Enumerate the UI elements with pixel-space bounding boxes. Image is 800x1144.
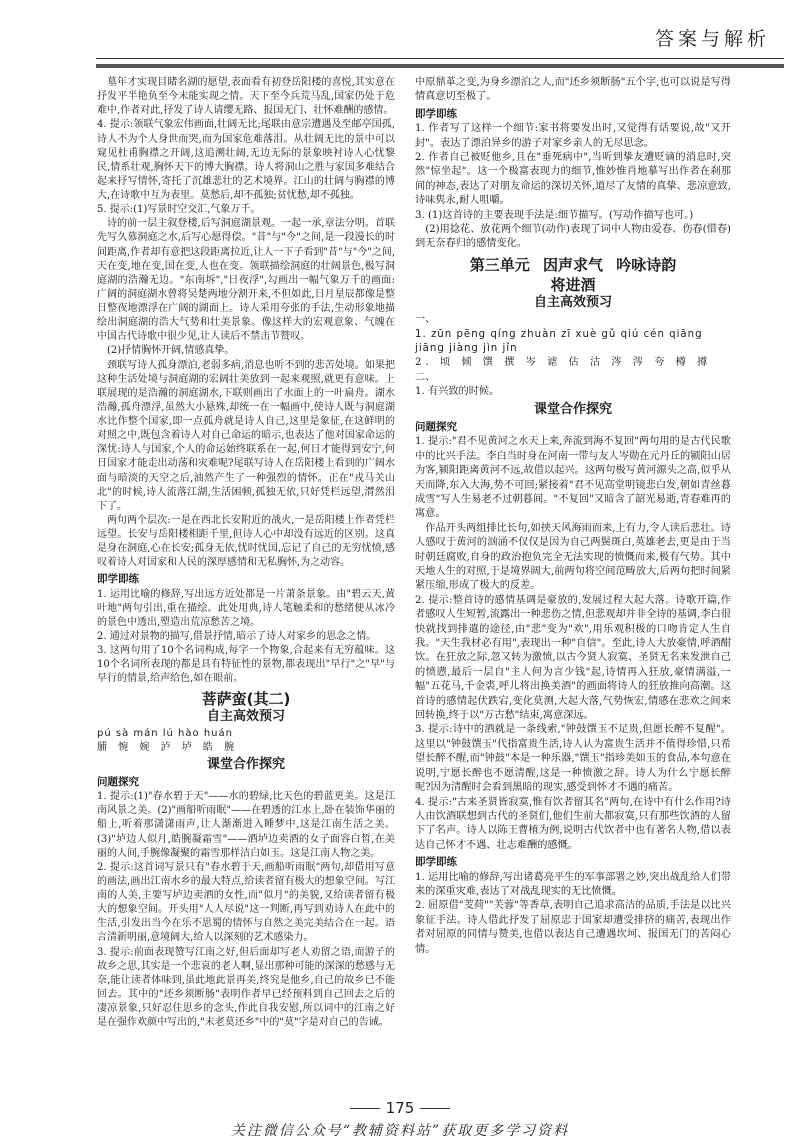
paragraph: 1. 有兴致的时候。: [415, 386, 500, 398]
section-heading: 即学即练: [415, 856, 457, 869]
page-header: [0, 0, 800, 60]
poem-title: 将进酒: [550, 276, 596, 295]
paragraph: 4. 提示:领联气象宏伟画面,壮阔无比;尾联由意宗遭遇及至邮亭国孤,诗人不为个人身世而哭,而为国家危难落泪。从壮阔无比的景中可以窥见杜甫胸襟之开阔,这追溯壮阔,无边无际的景象映衬诗人心忧黎民,情系壮观,胸怀天下的博大胸襟。诗人将洞山之胜与家国多难结合起来抒写情怀,寄托了沉雄悲壮的艺术境界。江山的壮阔与胸襟的博大,在诗歌中互为表里。莫愁后,却不孤独;贫忧愁,却不孤独。: [97, 119, 395, 201]
page-number-text: 175: [385, 1099, 415, 1117]
paragraph: 1. 运用比喻的修辞,写出诸葛亮平生的军事部署之妙,突出战乱给人们带来的深重灾难,表达了对战乱现实的无比愤慨。: [415, 871, 731, 897]
paragraph: 2. 屈原借"芰荷""芙蓉"等香草,表明自己追求高洁的品质,手法是以比兴象征手法。诗人借此抒发了屈原忠于国家却遭受排挤的痛苦,表现出作者对屈原的同情与赞美,也借以表达自己遭遇坎坷、报国无门的苦闷心情。: [415, 900, 731, 955]
section-heading: 问题探究: [97, 776, 139, 788]
paragraph: 1. 提示:(1)"春水碧于天"——水的碧绿,比天色的碧蓝更美。这是江南风景之美。(2)"画船听雨眠"——在碧透的江水上,卧在装饰华丽的船上,听着那潇潇雨声,让人渐渐进入睡梦中,这是江南生活之美。(3)"垆边人似月,皓腕凝霜雪"——酒垆边卖酒的女子面容白皙,在美丽的人间,手腕像凝聚的霜雪那样洁白如玉。这是江南人物之美。: [97, 791, 395, 859]
chars-line: 脯 惋 婉 泸 垆 皓 腕: [97, 741, 239, 753]
paragraph: 3. (1)这首诗的主要表现手法是:细节描写。(写动作描写也可。): [415, 209, 694, 221]
paragraph: 3. 提示:前面表现赞写江南之好,但后面却写老人劝留之语,而游子的故乡之思,其实是一个悲哀的老人啊,显出那种可能的深深的愁感与无奈,能让读者体味到,虽此地此景再美,终究是他乡,自己的故乡已不能回去。其中的"还乡须断肠"表明作者早已经预料到自己回去之后的凄凉景象,只好忍住思乡的念头,作此自我安慰,所以词中的江南之好是在强作欢颜中写出的,"未老莫还乡"中的"莫"字是对自己的告诫。: [97, 946, 395, 1029]
pinyin-line: 1. zūn pēng qíng zhuàn zī xuè gǔ qiú cén qiāng: [415, 328, 703, 340]
header-bar: [96, 64, 784, 68]
section-title: 课堂合作探究: [533, 401, 612, 417]
numbered-marker: 二、: [415, 371, 436, 383]
paragraph: 两句两个层次:一是在西北长安附近的战火,一是岳阳楼上作者凭栏远望。长安与岳阳楼相距千里,但诗人心中却没有远近的区别。这真是身在洞庭,心在长安;孤身无依,忧时忧国,忘记了自己的无穷忧愤,感叹着诗人对国家和人民的深厚感情和无私胸怀,为之动容。: [97, 514, 395, 569]
header-label: 答案与解析: [654, 28, 770, 50]
page-number: [0, 1099, 800, 1117]
paragraph: 2. 作者自己被贬他乡,且在"垂死病中",当听到挚友遭贬谪的消息时,突然"惊坐起"。这一个极富表现力的细节,惟妙惟肖地摹写出作者在刹那间的神态,表达了对朋友命运的深切关怀,道尽了友情的真挚、悲凉意致,诗味隽永,耐人咀嚼。: [415, 152, 731, 207]
section-title: 课堂合作探究: [206, 756, 285, 772]
paragraph: (2)抒情胸怀开阔,情感真挚。: [107, 345, 235, 357]
section-title: 自主高效预习: [533, 294, 612, 310]
unit-title: 第三单元 因声求气 吟咏诗韵: [469, 255, 677, 274]
page-number-rule: [350, 1108, 380, 1109]
paragraph: 2. 通过对景物的描写,借景抒情,暗示了诗人对家乡的思念之情。: [97, 630, 377, 642]
paragraph: 中原鼎革之变,为身乡漂泊之人,而"还乡须断肠"五个字,也可以说是写得情真意切至极了。: [415, 77, 731, 103]
page-number-rule: [420, 1108, 450, 1109]
paragraph: 1. 运用比喻的修辞,写出远方近处都是一片萧条景象。由"碧云天,黄叶地"两句引出,重在描绘。此处用典,诗人笔触柔和的愁绪便从冰冷的景色中透出,塑造出荒凉愁苦之境。: [97, 588, 395, 628]
left-column: [97, 76, 395, 1030]
paragraph: (2)用捻花、放花两个细节(动作)表现了词中人物由爱春、伤春(惜春)到无奈春归的感情变化。: [415, 224, 731, 250]
paragraph: 1. 作者写了这样一个细节:家书将要发出时,又觉得有话要说,故"又开封"。表达了漂泊异乡的游子对家乡亲人的无尽思念。: [415, 123, 731, 149]
section-title: 自主高效预习: [206, 708, 285, 724]
numbered-marker: 一、: [415, 314, 436, 326]
paragraph: 2. 提示:整首诗的感情基调是豪放的,发展过程大起大落。诗歌开篇,作者感叹人生短暂,流露出一种悲伤之情,但悲观却并非全诗的基调,李白很快就找到排遣的途径,由"悲"变为"欢",用乐观积极的口吻肯定人生自我。"天生我材必有用",表现出一种"自信"。至此,诗人大放豪情,呼酒酣饮。在狂放之际,忽又转为激愤,以古今贤人寂寞、圣贤无名来发泄自己的愤懑,最后一层自"主人何为言少钱"起,诗情再入狂放,豪情满溢,一幅"五花马,千金裘,呼儿将出换美酒"的画面将诗人的狂放推向高潮。这首诗的感情起伏跌宕,变化莫测,大起大落,气势恢宏,情感在悲欢之间来回转换,终于以"万古愁"结束,寓意深远。: [415, 594, 731, 722]
section-heading: 问题探究: [415, 420, 457, 433]
paragraph: 作品开头两组排比长句,如挟天风海雨而来,上有力,令人读后悲壮。诗人感叹于黄河的汹涌不仅仅是因为自己两鬓斑白,英雄老去,更是由于当时朝廷腐败,自身的政治抱负完全无法实现的愤慨而来,极有气势。其中天地人生的对照,于是境界阔大,前两句将空间范畴放大,后两句把时间紧紧压缩,形成了极大的反差。: [415, 522, 731, 592]
pinyin-line: pú sà mán lú hào huán: [97, 727, 233, 739]
paragraph: 3. 这两句用了10个名词构成,每字一个物象,合起来有无穷蕴味。这10个名词所表现的都是具有特征性的景物,都表现出"早行"之"早"与早行的情景,给声给色,如在眼前。: [97, 645, 395, 685]
paragraph: 3. 提示:诗中的酒就是一条线索,"钟鼓馔玉不足贵,但愿长醉不复醒"。这里以"钟鼓馔玉"代指富贵生活,诗人认为富贵生活并不值得珍惜,只希望长醉不醒,而"钟鼓"本是一种乐器,"馔玉"指珍美如玉的食品,本句意在说明,宁愿长醉也不愿清醒,这是一种愤激之辞。诗人为什么宁愿长醉呢?因为清醒时会看到黑暗的现实,感受到怀才不遇的痛苦。: [415, 724, 731, 794]
paragraph: 1. 提示:"君不见黄河之水天上来,奔流到海不复回"两句用的是古代民歌中的比兴手法。李白当时身在河南一带与友人岑勋在元丹丘的颍阳山居为客,颍阳距离黄河不远,故借以起兴。这两句极写黄河源头之高,似乎从天而降,东入大海,势不可回;紧接着"君不见高堂明镜悲白发,朝如青丝暮成雪"写人生易老不过朝暮间。"不复回"又暗含了韶光易逝,青春难再的寓意。: [415, 436, 731, 520]
poem-title: 菩萨蛮(其二): [201, 690, 291, 709]
paragraph: 5. 提示:(1)写景时空交汇,气象万千。: [97, 204, 261, 216]
section-heading: 即学即练: [97, 573, 139, 586]
paragraph: 4. 提示:"古来圣贤皆寂寞,惟有饮者留其名"两句,在诗中有什么作用?诗人由饮酒联想到古代的圣贤们,他们生前大都寂寞,只有那些饮酒的人留下了名声。诗人以陈王曹植为例,说明古代饮者中也有著名人物,借以表达自己怀才不遇、壮志难酬的感慨。: [415, 796, 731, 851]
footer-note: 关注微信公众号“教辅资料站”获取更多学习资料: [230, 1123, 570, 1139]
paragraph: 2. 提示:这首词写景只有"春水碧于天,画船听雨眠"两句,却借用写意的画法,画出江南水乡的最大特点,给读者留有极大的想象空间。写江南的人美,主要写垆边卖酒的女性,而"似月"的美貌,又给读者留有极大的想象空间。开头用"人人尽说"这一判断,再写到劝诗人在此中的生活,引发出当今在乐不思蜀的情怀与自然之美完美结合在一起。语言清新明丽,意境阔大,给人以深刻的艺术感染力。: [97, 861, 395, 944]
header-rule: [96, 58, 784, 59]
paragraph: 墓年才实现目睹名湖的愿望,表面看有初登岳阳楼的喜悦,其实意在抒发平半艳负至今未能实现之情。天下至今兵荒马乱,国家仍处于危难中,作者对此,抒发了诗人请缨无路、报国无门、壮怀难酬的感情。: [97, 77, 395, 117]
section-heading: 即学即练: [415, 107, 457, 120]
chars-line: 2. 顷 倾 馔 撰 岑 谑 估 沽 涔 涔 夸 樽 撙: [415, 357, 712, 369]
paragraph: 颈联写诗人孤身漂泊,老弱多病,消息也听不到的悲苦处境。如果把这种生活处境与洞庭湖的宏阔壮美放到一起来观照,就更有意味。上联展现的是浩瀚的洞庭湖水,下联则画出了水面上的一叶扁舟。湖水浩瀚,孤舟漂浮,虽然大小悬殊,却统一在一幅画中,使诗人既与洞庭湖水比作整个国家,即一点孤舟就是诗人自己,这里是象征,在这鲜明的对照之中,既包含着诗人对自己命运的暗示,也表达了他对国家命运的深忧:诗人与国家,个人的命运始终联系在一起,何日才能得到安宁,何日国家才能走出动荡和灾难呢?尾联写诗人在岳阳楼上看到的广阔水面与暗淡的天空之后,油然产生了一种强烈的情怀。正在"戎马关山北"的时候,诗人流落江湖,生活困顿,孤独无依,只好凭栏远望,潸然泪下了。: [97, 359, 395, 512]
right-column: [415, 76, 731, 957]
pinyin-line: jiāng jiàng jìn jǐn: [415, 342, 518, 354]
paragraph: 诗的前一层主叙登楼,后写洞庭湖景观。一起一承,章法分明。首联先写久慕洞庭之水,后写心愿得偿。"昔"与"今"之间,是一段漫长的时间距离,作者却有意把这段距离拉近,让人一下子看到"昔"与"今"之间,天在变,地在变,国在变,人也在变。领联描绘洞庭的壮阔景色,极写洞庭湖的浩瀚无边。"东南坼","日夜浮",勾画出一幅气象万千的画面:广阔的洞庭湖水曾将吴楚两地分割开来,不但如此,日月星辰都像是整日整夜地漂浮在广阔的湖面上。诗人采用夸张的手法,生动形象地描绘出洞庭湖的浩大气势和壮美景象。像这样大的宏观意象、气魄在中国古代诗歌中很少见,让人读后不禁击节赞叹。: [97, 218, 395, 343]
